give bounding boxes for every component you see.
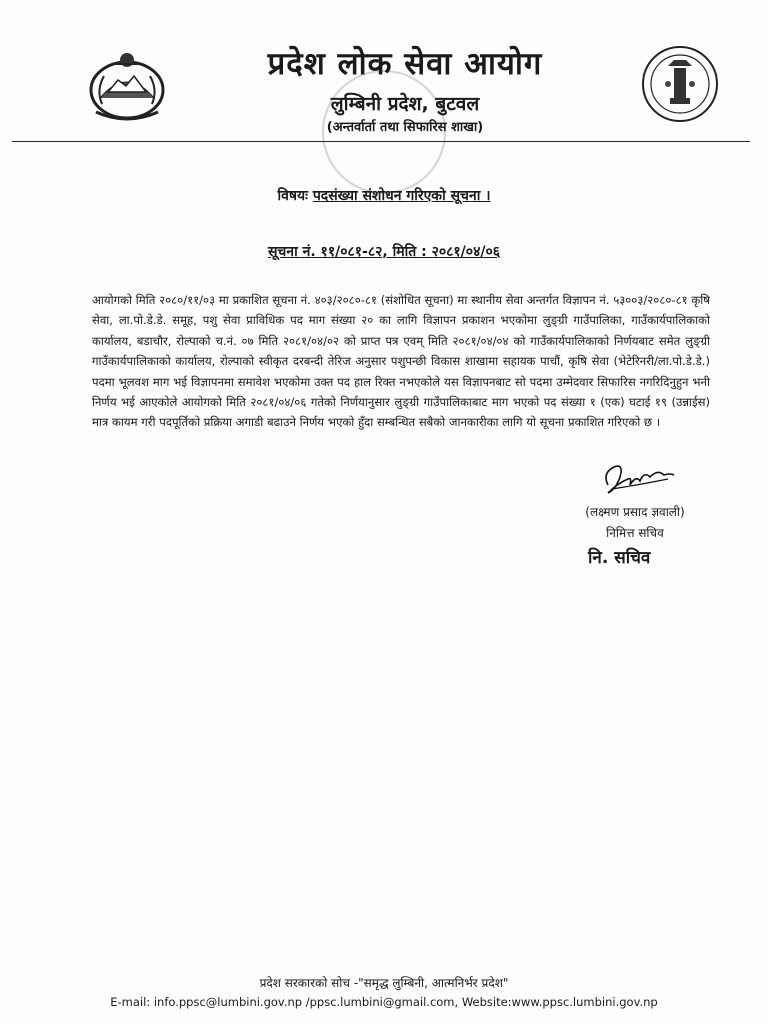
notice-number: सूचना नं. ११/०८१-८२, मिति : २०८१/०४/०६ [267,244,501,260]
handwritten-signature-icon [598,455,676,501]
lumbini-province-emblem-icon [640,44,720,124]
subject-text: पदसंख्या संशोधन गरिएको सूचना । [312,188,491,204]
section-name: (अन्तर्वार्ता तथा सिफारिस शाखा) [326,120,484,135]
header-divider [12,141,750,142]
signatory-name: (लक्ष्मण प्रसाद ज्ञवाली) [585,505,685,519]
nepal-government-emblem-icon [86,46,168,124]
footer-contact: E-mail: info.ppsc@lumbini.gov.np /ppsc.lumbini@gmail.com, Website:www.ppsc.lumbini.gov.np [110,995,658,1009]
subject-line [0,186,768,205]
subject-prefix: विषयः [277,188,313,204]
province-location: लुम्बिनी प्रदेश, बुटवल [330,93,480,115]
signatory-stamp: नि. सचिव [588,548,651,568]
notice-body: आयोगको मिति २०८०/११/०३ मा प्रकाशित सूचना नं. ४०३/२०८०-८१ (संशोधित सूचना) मा स्थानीय सेवा अन्तर्गत विज्ञापन नं. ५३००३/२०८०-८१ कृषि सेवा, ला.पो.डे.डे. समूह, पशु सेवा प्राविधिक पद माग संख्या २० का लागि विज्ञापन प्रकाशन भएकोमा लुङ्ग्री गाउँपालिका, गाउँकार्यपालिकाको कार्यालय, बडाचौर, रोल्पाको च.नं. ०७ मिति २०८१/०४/०२ को प्राप्त पत्र एवम् मिति २०८१/०४/०४ को गाउँकार्यपालिकाको निर्णयबाट समेत लुङ्ग्री गाउँकार्यपालिकाको कार्यालय, रोल्पाको स्वीकृत दरबन्दी तेरिज अनुसार पशुपन्छी विकास शाखामा सहायक पाचौं, कृषि सेवा (भेटेरिनरी/ला.पो.डे.डे.) पदमा भूलवश माग भई विज्ञापनमा समावेश भएकोमा उक्त पद हाल रिक्त नभएकोले यस विज्ञापनबाट सो पदमा उम्मेदवार सिफारिस नगरिदिनुहुन भनी निर्णय भई आएकोले आयोगको मिति २०८१/०४/०६ गतेको निर्णयानुसार लुङ्ग्री गाउँपालिकाबाट माग भएको पद संख्या १ (एक) घटाई १९ (उन्नाईस) मात्र कायम गरी पदपूर्तिको प्रक्रिया अगाडी बढाउने निर्णय भएको हुँदा सम्बन्धित सबैको जानकारीका लागि यो सूचना प्रकाशित गरिएको छ । [92,293,710,430]
signatory-title: निमित्त सचिव [606,526,664,540]
organization-name: प्रदेश लोक सेवा आयोग [267,46,543,82]
footer-motto: प्रदेश सरकारको सोच -"समृद्ध लुम्बिनी, आत्मनिर्भर प्रदेश" [259,976,509,990]
